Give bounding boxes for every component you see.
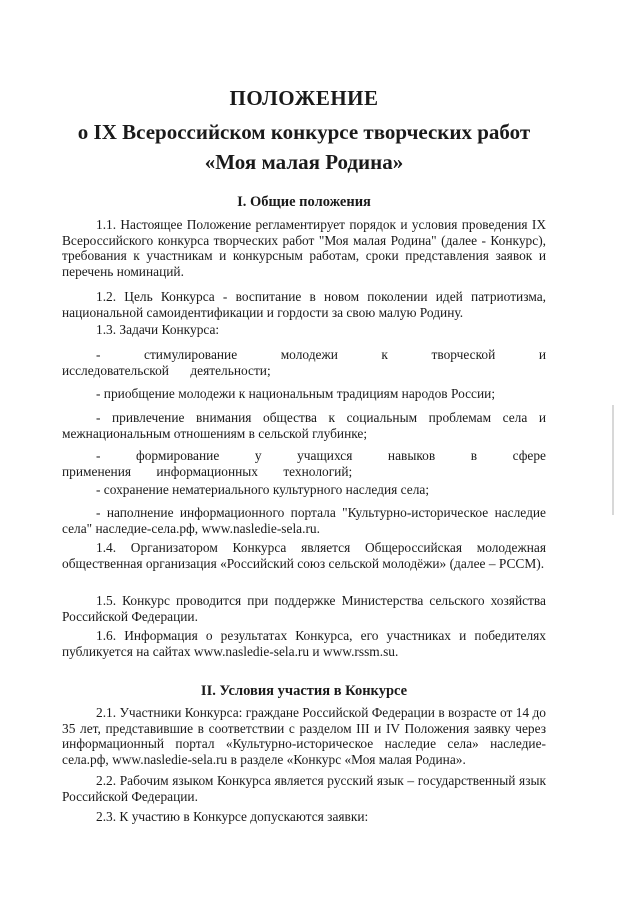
task-bullet-4: - формирование у учащихся навыков в сфере применения информационных технологий;	[62, 448, 546, 479]
paragraph-1-5: 1.5. Конкурс проводится при поддержке Министерства сельского хозяйства Российской Федерации.	[62, 593, 546, 624]
section2-heading: II. Условия участия в Конкурсе	[200, 683, 408, 699]
scan-artifact-line	[612, 405, 614, 515]
document-subtitle-line1: о IX Всероссийском конкурсе творческих работ	[77, 120, 531, 144]
document-title: ПОЛОЖЕНИЕ	[229, 86, 379, 110]
section1-heading: I. Общие положения	[237, 194, 371, 210]
task-bullet-5: - сохранение нематериального культурного наследия села;	[96, 482, 430, 497]
task-bullet-6: - наполнение информационного портала "Культурно-историческое наследие села" наследие-села.рф, www.nasledie-sela.ru.	[62, 505, 546, 536]
paragraph-2-3: 2.3. К участию в Конкурсе допускаются заявки:	[96, 809, 369, 824]
task-bullet-2: - приобщение молодежи к национальным традициям народов России;	[96, 386, 496, 401]
document-subtitle-line2: «Моя малая Родина»	[204, 150, 404, 174]
task-bullet-1: - стимулирование молодежи к творческой и исследовательской деятельности;	[62, 347, 546, 378]
paragraph-1-6: 1.6. Информация о результатах Конкурса, его участниках и победителях публикуется на сайтах www.nasledie-sela.ru и www.rssm.su.	[62, 628, 546, 659]
paragraph-1-2: 1.2. Цель Конкурса - воспитание в новом поколении идей патриотизма, национальной самоидентификации и гордости за свою малую Родину.	[62, 289, 546, 320]
paragraph-1-3: 1.3. Задачи Конкурса:	[96, 322, 220, 337]
task-bullet-3: - привлечение внимания общества к социальным проблемам села и межнациональным отношениям в сельской глубинке;	[62, 410, 546, 441]
paragraph-1-1: 1.1. Настоящее Положение регламентирует порядок и условия проведения IX Всероссийского конкурса творческих работ "Моя малая Родина" (далее - Конкурс), требования к участникам и конкурсным работам, сроки представления заявок и перечень номинаций.	[62, 217, 546, 279]
paragraph-1-4: 1.4. Организатором Конкурса является Общероссийская молодежная общественная организация «Российский союз сельской молодёжи» (далее – РССМ).	[62, 540, 546, 571]
paragraph-2-1: 2.1. Участники Конкурса: граждане Российской Федерации в возрасте от 14 до 35 лет, представившие в соответствии с разделом III и IV Положения заявку через информационный портал «Культурно-историческое наследие села» наследие-села.рф, www.nasledie-sela.ru в разделе «Конкурс «Моя малая Родина».	[62, 705, 546, 767]
paragraph-2-2: 2.2. Рабочим языком Конкурса является русский язык – государственный язык Российской Федерации.	[62, 773, 546, 804]
